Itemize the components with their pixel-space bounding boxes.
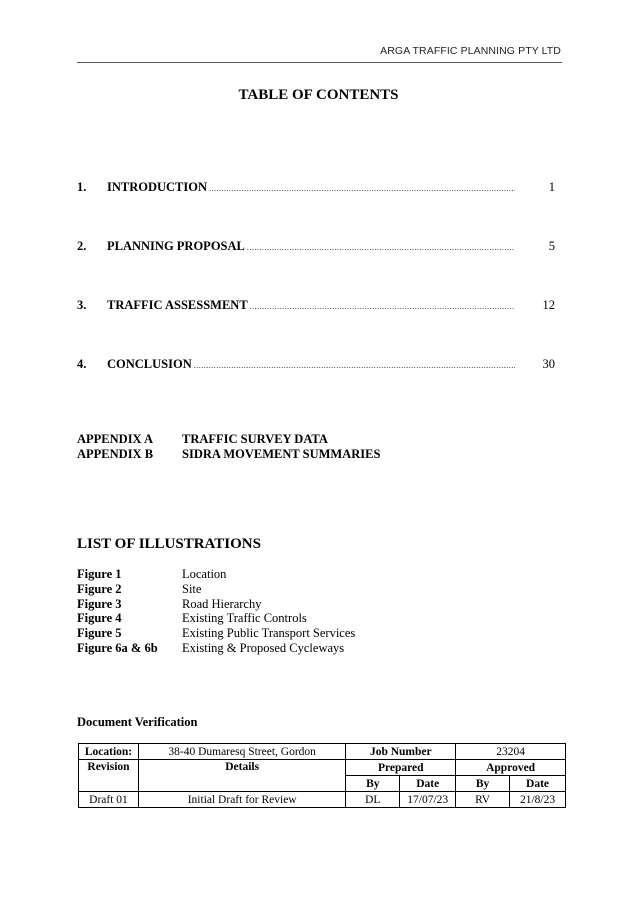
toc-entry-planning-proposal[interactable]	[77, 239, 555, 257]
verification-table	[78, 743, 566, 808]
toc-entry-page: 5	[548, 239, 555, 253]
toc-entry-page: 30	[542, 357, 555, 371]
prepared-date-cell: 17/07/23	[400, 792, 456, 808]
figure-key: Figure 5	[77, 626, 122, 640]
appendix-key: APPENDIX A	[77, 432, 154, 446]
revision-cell: Draft 01	[79, 792, 139, 808]
details-header: Details	[138, 760, 345, 792]
table-row	[79, 760, 566, 776]
toc-entry-label: INTRODUCTION	[107, 180, 208, 194]
toc-entry-number: 2.	[77, 239, 87, 253]
toc-title: TABLE OF CONTENTS	[238, 87, 399, 103]
location-label: Location:	[79, 744, 139, 760]
revision-header: Revision	[79, 760, 139, 792]
approved-header: Approved	[456, 760, 566, 776]
toc-entry-number: 4.	[77, 357, 87, 371]
prepared-by-header: By	[346, 776, 400, 792]
figure-item[interactable]	[77, 626, 355, 641]
figure-item[interactable]	[77, 567, 226, 582]
figure-title: Existing Public Transport Services	[182, 626, 356, 640]
table-row	[79, 792, 566, 808]
toc-entry-number: 1.	[77, 180, 87, 194]
appendix-a[interactable]	[77, 432, 328, 447]
figure-key: Figure 2	[77, 582, 122, 596]
approved-by-cell: RV	[456, 792, 510, 808]
figure-key: Figure 6a & 6b	[77, 641, 158, 655]
toc-leader-dots	[194, 361, 515, 370]
toc-entry-conclusion[interactable]	[77, 357, 555, 375]
location-value: 38-40 Dumaresq Street, Gordon	[138, 744, 345, 760]
figure-title: Existing Traffic Controls	[182, 611, 307, 625]
details-cell: Initial Draft for Review	[138, 792, 345, 808]
approved-date-cell: 21/8/23	[510, 792, 566, 808]
figure-title: Existing & Proposed Cycleways	[182, 641, 345, 655]
company-header: ARGA TRAFFIC PLANNING PTY LTD	[380, 45, 561, 57]
figure-item[interactable]	[77, 582, 201, 597]
toc-entry-label: TRAFFIC ASSESSMENT	[107, 298, 248, 312]
appendix-key: APPENDIX B	[77, 447, 154, 461]
figure-key: Figure 1	[77, 567, 122, 581]
verification-title: Document Verification	[77, 715, 198, 729]
toc-entry-label: CONCLUSION	[107, 357, 192, 371]
appendix-b[interactable]	[77, 447, 380, 462]
toc-entry-introduction[interactable]	[77, 180, 555, 198]
toc-entry-label: PLANNING PROPOSAL	[107, 239, 245, 253]
header-divider	[77, 62, 562, 63]
toc-entry-traffic-assessment[interactable]	[77, 298, 555, 316]
toc-leader-dots	[250, 302, 515, 311]
figure-title: Site	[182, 582, 202, 596]
approved-by-header: By	[456, 776, 510, 792]
appendix-title: SIDRA MOVEMENT SUMMARIES	[182, 447, 381, 461]
figure-item[interactable]	[77, 597, 261, 612]
prepared-date-header: Date	[400, 776, 456, 792]
toc-leader-dots	[247, 243, 515, 252]
job-number-label: Job Number	[346, 744, 456, 760]
figure-item[interactable]	[77, 641, 344, 656]
toc-leader-dots	[209, 184, 515, 193]
illustrations-title: LIST OF ILLUSTRATIONS	[77, 536, 261, 552]
table-row	[79, 744, 566, 760]
prepared-by-cell: DL	[346, 792, 400, 808]
figure-title: Location	[182, 567, 227, 581]
figure-title: Road Hierarchy	[182, 597, 262, 611]
approved-date-header: Date	[510, 776, 566, 792]
toc-entry-page: 1	[548, 180, 555, 194]
figure-item[interactable]	[77, 611, 307, 626]
job-number-value: 23204	[456, 744, 566, 760]
prepared-header: Prepared	[346, 760, 456, 776]
toc-entry-number: 3.	[77, 298, 87, 312]
figure-key: Figure 4	[77, 611, 122, 625]
toc-entry-page: 12	[542, 298, 555, 312]
appendix-title: TRAFFIC SURVEY DATA	[182, 432, 328, 446]
figure-key: Figure 3	[77, 597, 122, 611]
